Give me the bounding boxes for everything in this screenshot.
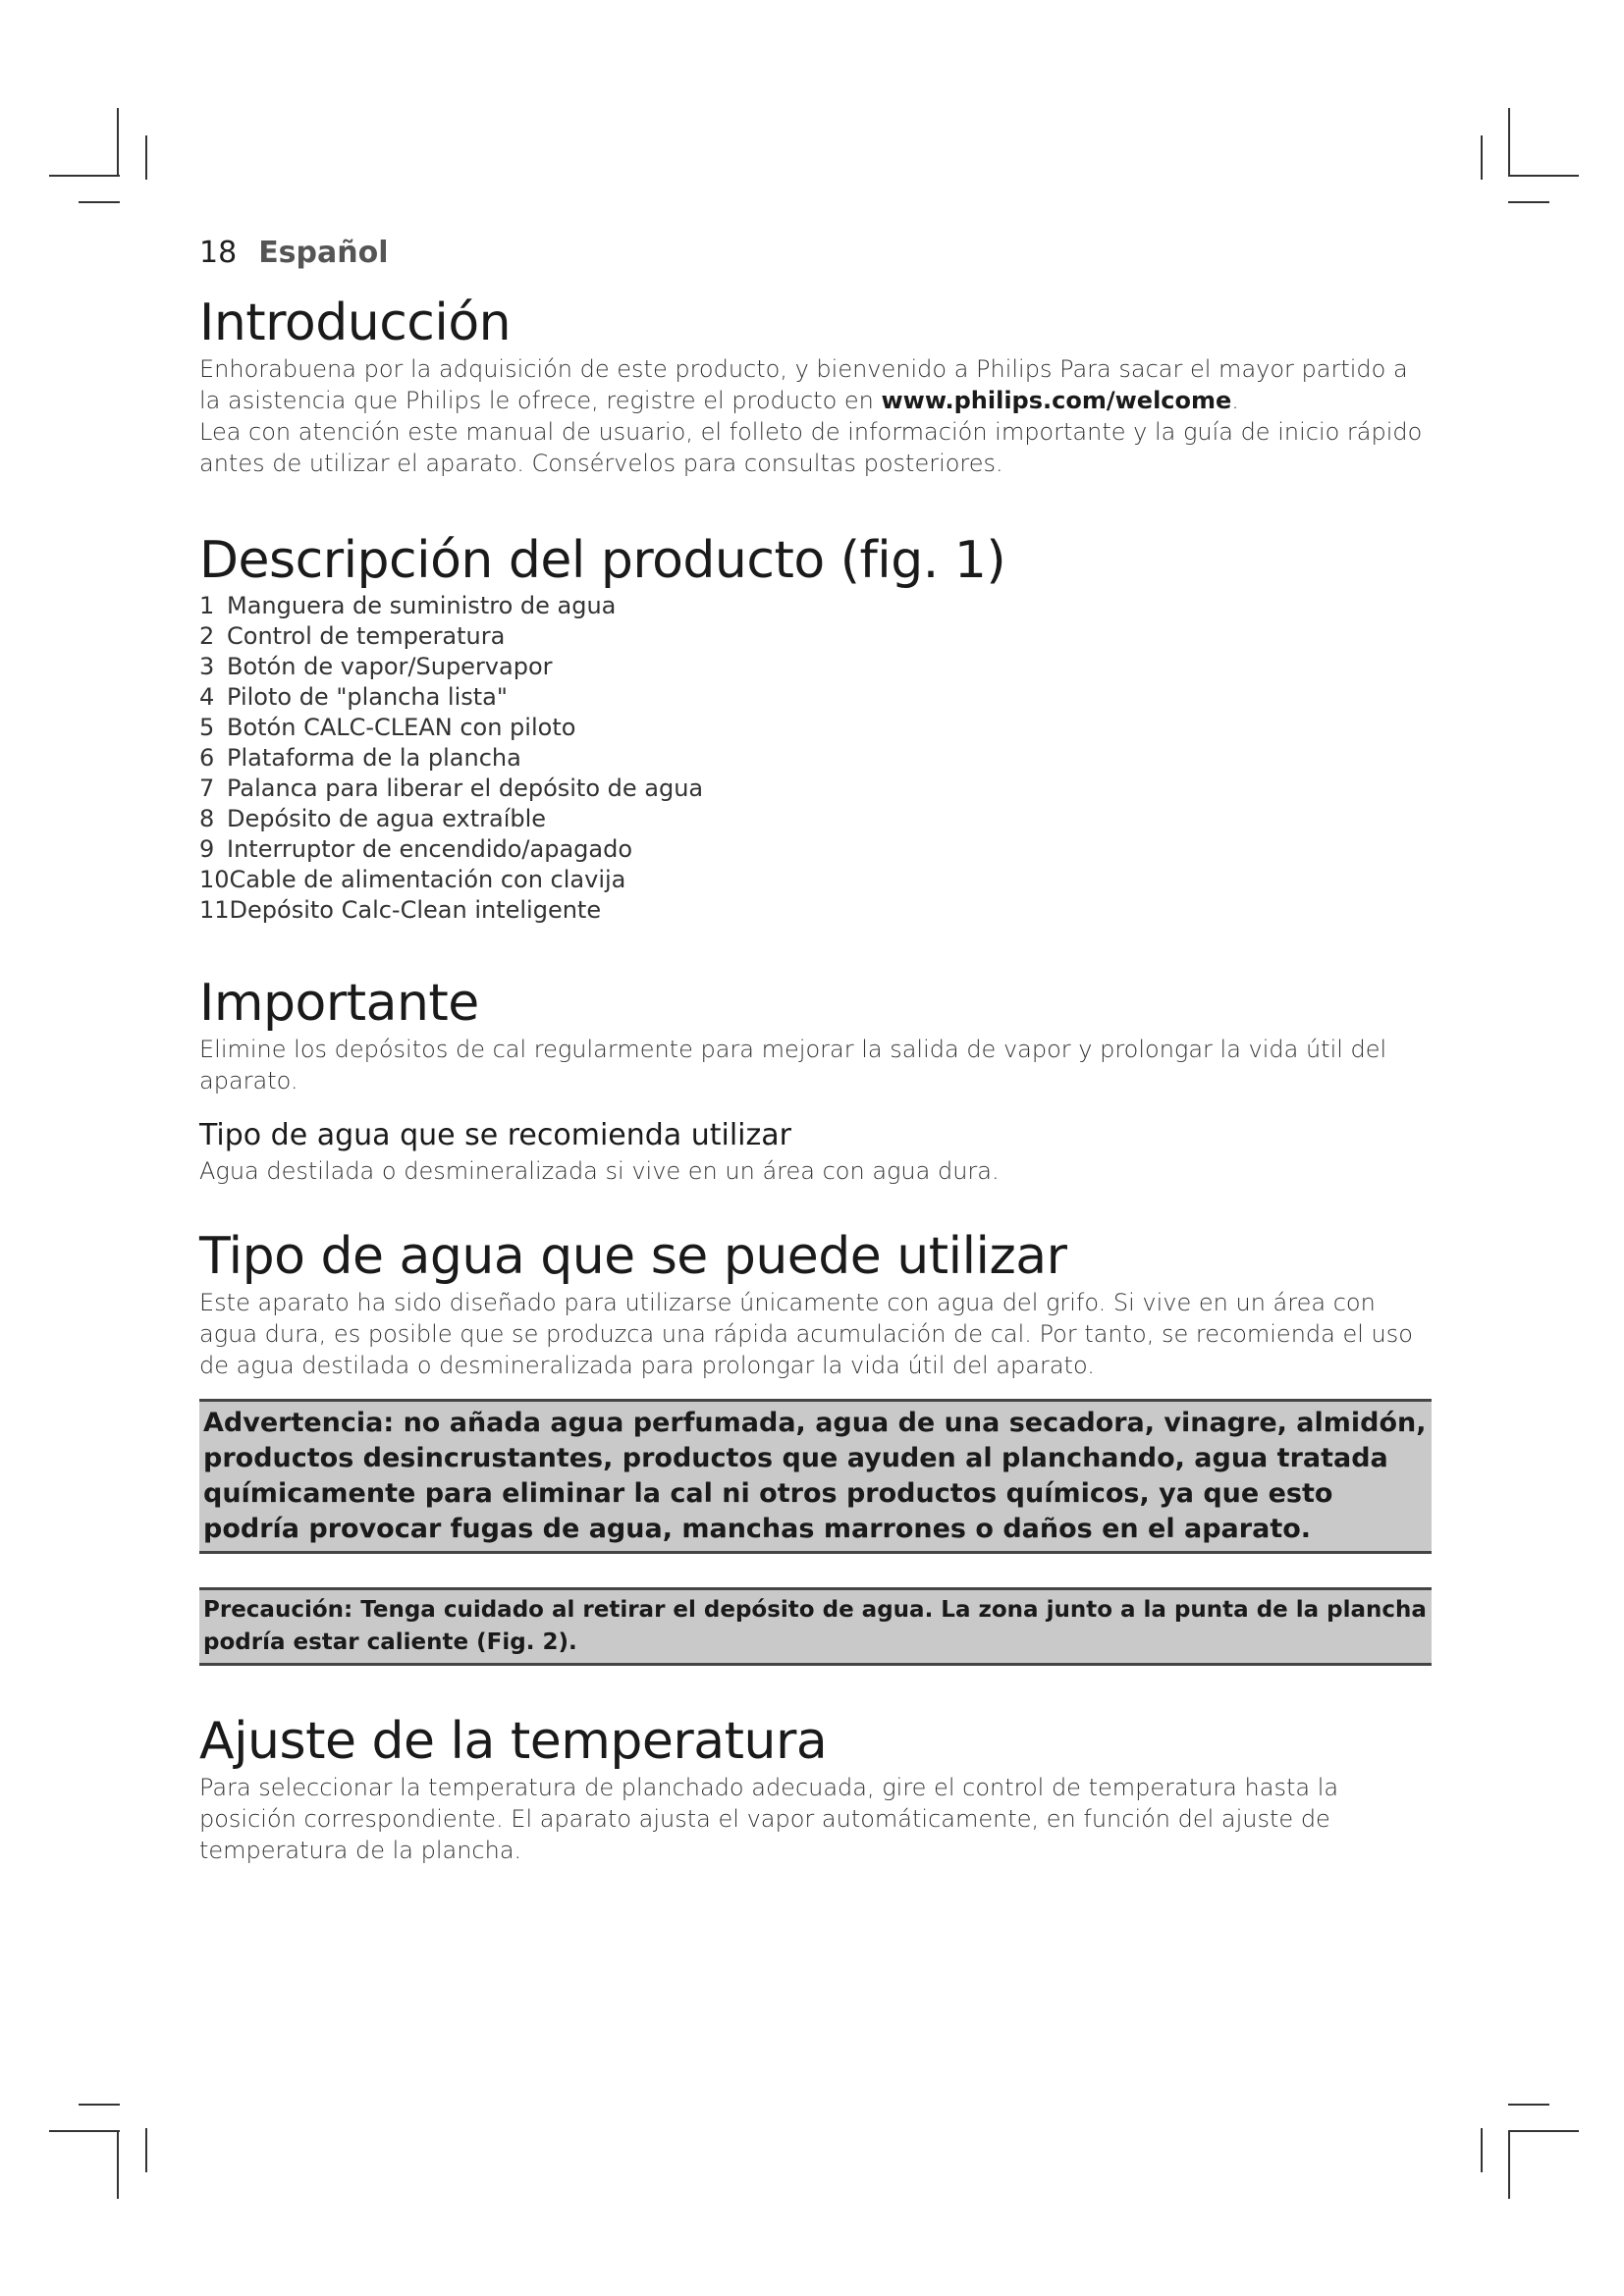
crop-mark xyxy=(117,108,119,175)
item-label: Palanca para liberar el depósito de agua xyxy=(227,774,704,802)
item-number: 6 xyxy=(199,744,215,772)
item-number: 8 xyxy=(199,805,215,832)
item-number: 4 xyxy=(199,683,215,711)
item-number: 10 xyxy=(199,866,230,893)
page-number: 18 xyxy=(199,236,238,270)
item-label: Interruptor de encendido/apagado xyxy=(227,835,633,863)
list-item xyxy=(199,834,1432,865)
welcome-link[interactable]: www.philips.com/welcome xyxy=(881,387,1232,414)
crop-mark xyxy=(145,135,147,180)
list-item xyxy=(199,743,1432,774)
list-item xyxy=(199,804,1432,834)
crop-mark xyxy=(1481,135,1483,180)
item-number: 2 xyxy=(199,622,215,650)
list-item xyxy=(199,865,1432,895)
page-header xyxy=(199,236,1432,271)
page-language: Español xyxy=(258,236,389,270)
list-item xyxy=(199,621,1432,652)
item-number: 7 xyxy=(199,774,215,802)
list-item xyxy=(199,713,1432,743)
item-label: Control de temperatura xyxy=(227,622,506,650)
crop-mark xyxy=(1481,2128,1483,2172)
temperature-text: Para seleccionar la temperatura de planchado adecuada, gire el control de temperatura hasta la posición correspondiente. El aparato ajusta el vapor automáticamente, en función del ajuste de temperatura de la plancha. xyxy=(199,1774,1339,1864)
crop-mark xyxy=(1508,2104,1549,2106)
page-content xyxy=(199,236,1432,1866)
list-item xyxy=(199,895,1432,926)
intro-paragraph-1 xyxy=(199,353,1432,416)
item-number: 5 xyxy=(199,714,215,741)
section-introduction xyxy=(199,293,1432,479)
water-text: Este aparato ha sido diseñado para utilizarse únicamente con agua del grifo. Si vive en un área con agua dura, es posible que se produzca una rápida acumulación de cal. Por tanto, se recomienda el uso de agua destilada o desmineralizada para prolongar la vida útil del aparato. xyxy=(199,1289,1413,1379)
crop-mark xyxy=(117,2132,119,2199)
item-number: 3 xyxy=(199,653,215,680)
crop-mark xyxy=(79,2104,120,2106)
crop-mark xyxy=(1508,2132,1510,2199)
list-item xyxy=(199,591,1432,621)
item-label: Depósito Calc-Clean inteligente xyxy=(229,896,602,924)
important-title: Importante xyxy=(199,974,479,1033)
item-label: Depósito de agua extraíble xyxy=(227,805,547,832)
section-product-description xyxy=(199,530,1432,926)
recommended-water-subtitle: Tipo de agua que se recomienda utilizar xyxy=(199,1118,791,1152)
crop-mark xyxy=(145,2128,147,2172)
item-label: Cable de alimentación con clavija xyxy=(229,866,626,893)
list-item xyxy=(199,774,1432,804)
item-number: 9 xyxy=(199,835,215,863)
item-label: Botón CALC-CLEAN con piloto xyxy=(227,714,576,741)
section-temperature xyxy=(199,1711,1432,1866)
intro-paragraph-2: Lea con atención este manual de usuario, el folleto de información importante y la guía de inicio rápido antes de utilizar el aparato. Consérvelos para consultas posteriores. xyxy=(199,418,1423,477)
temperature-title: Ajuste de la temperatura xyxy=(199,1712,828,1771)
item-label: Manguera de suministro de agua xyxy=(227,592,617,619)
crop-mark xyxy=(1508,201,1549,203)
item-number: 1 xyxy=(199,592,215,619)
intro-p1-text: Enhorabuena por la adquisición de este producto, y bienvenido a Philips Para sacar el mayor partido a la asistencia que Philips le ofrece, registre el producto en xyxy=(199,355,1408,414)
important-text: Elimine los depósitos de cal regularmente para mejorar la salida de vapor y prolongar la vida útil del aparato. xyxy=(199,1036,1387,1095)
crop-mark xyxy=(1508,175,1579,177)
crop-mark xyxy=(49,2130,120,2132)
crop-mark xyxy=(1508,2130,1579,2132)
section-important xyxy=(199,973,1432,1187)
warning-box xyxy=(199,1399,1432,1554)
recommended-water-text: Agua destilada o desmineralizada si vive en un área con agua dura. xyxy=(199,1157,1000,1185)
item-number: 11 xyxy=(199,896,230,924)
product-title: Descripción del producto (fig. 1) xyxy=(199,531,1006,590)
crop-mark xyxy=(79,201,120,203)
crop-mark xyxy=(1508,108,1510,175)
item-label: Piloto de "plancha lista" xyxy=(227,683,508,711)
water-title: Tipo de agua que se puede utilizar xyxy=(199,1227,1067,1286)
list-item xyxy=(199,652,1432,682)
item-label: Plataforma de la plancha xyxy=(227,744,521,772)
product-parts-list xyxy=(199,591,1432,926)
warning-text: Advertencia: no añada agua perfumada, agua de una secadora, vinagre, almidón, productos desincrustantes, productos que ayuden al planchando, agua tratada químicamente para eliminar la cal ni otros productos químicos, ya que esto podría provocar fugas de agua, manchas marrones o daños en el aparato. xyxy=(203,1408,1427,1544)
section-water-type xyxy=(199,1226,1432,1666)
intro-title: Introducción xyxy=(199,294,512,352)
caution-text: Precaución: Tenga cuidado al retirar el depósito de agua. La zona junto a la punta de la plancha podría estar caliente (Fig. 2). xyxy=(203,1597,1427,1655)
crop-mark xyxy=(49,175,120,177)
intro-p1-end: . xyxy=(1231,387,1239,414)
caution-box xyxy=(199,1587,1432,1666)
item-label: Botón de vapor/Supervapor xyxy=(227,653,553,680)
list-item xyxy=(199,682,1432,713)
